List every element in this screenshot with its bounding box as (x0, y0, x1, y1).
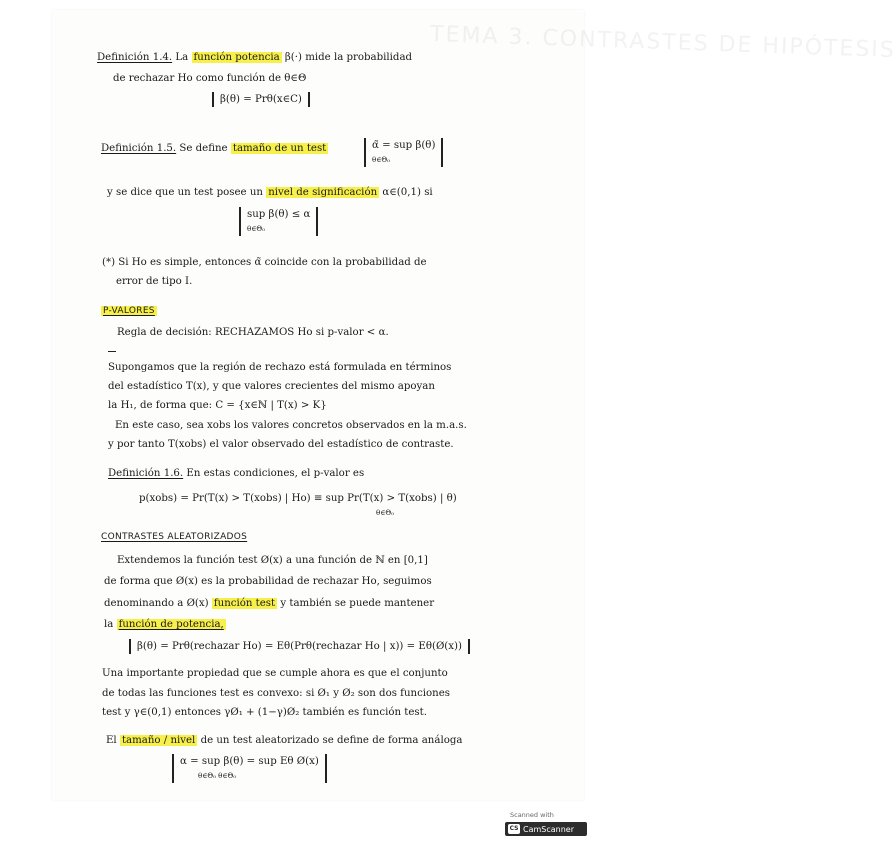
highlight-funcion-test: función test (213, 598, 276, 609)
aleat-l4: la función de potencia, (104, 619, 224, 630)
pvalor-p3: la H₁, de forma que: C = {x∈ℕ | T(x) > K} (108, 400, 327, 411)
pvalor-p2: del estadístico T(x), y que valores crecientes del mismo apoyan (108, 381, 435, 392)
definition-1-4: Definición 1.4. La función potencia β(·) mide la probabilidad (97, 52, 413, 63)
camscanner-badge (505, 822, 587, 836)
definition-label: Definición 1.4. (97, 52, 173, 63)
bleed-through-title: TEMA 3. CONTRASTES DE HIPÓTESIS (429, 21, 896, 64)
pvalor-p5: y por tanto T(xobs) el valor observado del estadístico de contraste. (108, 439, 454, 450)
formula-p-value: p(xobs) = Pr(T(x) > T(xobs) | Ho) ≡ sup Pr(T(x) > T(xobs) | θ) $_{\theta\in\Theta_0}$ (139, 493, 457, 518)
definition-label: Definición 1.5. (101, 143, 177, 154)
significance-level-line: y se dice que un test posee un nivel de significación α∈(0,1) si (107, 187, 433, 198)
aleat-l6: de todas las funciones test es convexo: si Ø₁ y Ø₂ son dos funciones (102, 688, 450, 699)
aleat-l3: denominando a Ø(x) función test y también se puede mantener (104, 598, 435, 609)
formula-power-function: β(θ) = Prθ(x∈C) (212, 92, 310, 107)
camscanner-logo: CS (509, 825, 519, 832)
definition-1-6: Definición 1.6. En estas condiciones, el p-valor es (108, 468, 365, 479)
pvalor-p4: En este caso, sea xobs los valores concretos observados en la m.a.s. (115, 420, 467, 431)
note-line2: error de tipo I. (116, 276, 193, 287)
highlight-funcion-potencia: función potencia (193, 52, 280, 63)
aleat-l8: El tamaño / nivel de un test aleatorizado se define de forma análoga (106, 735, 463, 746)
decision-rule: Regla de decisión: RECHAZAMOS Ho si p-valor < α. (117, 327, 389, 338)
pvalor-p1: Supongamos que la región de rechazo está formulada en términos (108, 362, 452, 373)
camscanner-name: CamScanner (523, 824, 575, 834)
aleat-l2: de forma que Ø(x) es la probabilidad de rechazar Ho, seguimos (104, 576, 432, 587)
aleat-l7: test y γ∈(0,1) entonces γØ₁ + (1−γ)Ø₂ también es función test. (102, 707, 427, 718)
highlight-tamano-nivel: tamaño / nivel (121, 735, 196, 746)
aleat-l5: Una importante propiedad que se cumple ahora es que el conjunto (102, 668, 448, 679)
dash-mark (108, 351, 116, 352)
highlight-funcion-potencia-2: función de potencia, (118, 619, 224, 630)
formula-size: α̃ = sup β(θ) $_{\theta\in\Theta_0}$ (364, 138, 443, 167)
formula-significance: sup β(θ) ≤ α $_{\theta\in\Theta_0}$ (239, 207, 318, 236)
highlight-tamano-test: tamaño de un test (232, 143, 327, 154)
section-p-valores: P-VALORES (103, 306, 155, 316)
definition-label: Definición 1.6. (108, 468, 184, 479)
section-contrastes-aleatorizados: CONTRASTES ALEATORIZADOS (101, 532, 248, 542)
scanned-with-caption: Scanned with (510, 811, 554, 819)
definition-1-5: Definición 1.5. Se define tamaño de un test (101, 143, 327, 154)
formula-randomized-size: α = sup β(θ) = sup Eθ Ø(x) $_{\theta\in\Theta_0 \theta\in\Theta_0}$ (172, 754, 327, 783)
definition-1-4-line2: de rechazar Ho como función de θ∈Θ (113, 73, 307, 84)
highlight-nivel-significacion: nivel de significación (268, 187, 378, 198)
note-line1: (*) Si Ho es simple, entonces α̃ coincide con la probabilidad de (102, 257, 427, 268)
formula-randomized-power: β(θ) = Prθ(rechazar Ho) = Eθ(Prθ(rechazar Ho | x)) = Eθ(Ø(x)) (129, 639, 470, 654)
aleat-l1: Extendemos la función test Ø(x) a una función de ℕ en [0,1] (117, 555, 428, 566)
